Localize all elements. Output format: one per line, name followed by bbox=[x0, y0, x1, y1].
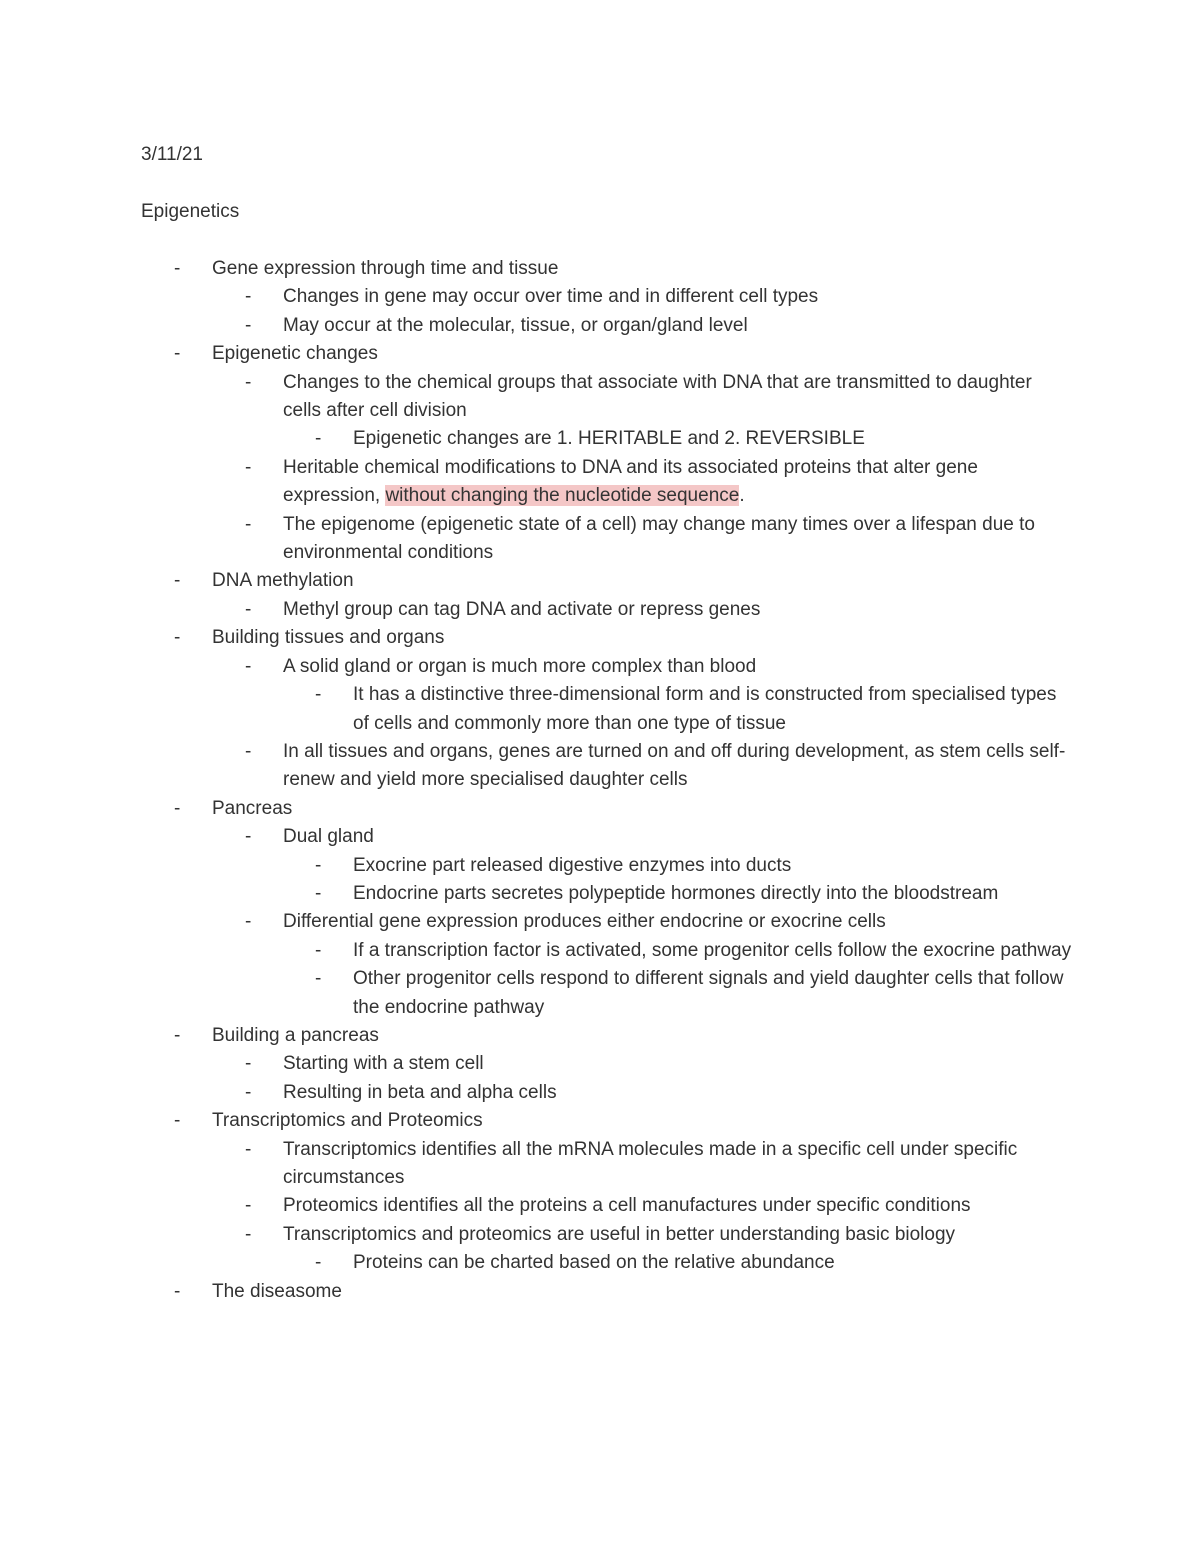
bullet-dash-icon: - bbox=[174, 627, 181, 649]
bullet-dash-icon: - bbox=[315, 939, 322, 961]
list-item-body: If a transcription factor is activated, some progenitor cells follow the exocrine pathway bbox=[353, 939, 1072, 961]
list-item-body: A solid gland or organ is much more complex than blood bbox=[283, 655, 757, 677]
list-item bbox=[0, 880, 1073, 908]
list-item-text bbox=[212, 567, 1072, 595]
list-item bbox=[0, 1278, 1072, 1306]
bullet-dash-icon: - bbox=[174, 343, 181, 365]
bullet-dash-icon: - bbox=[174, 797, 181, 819]
list-item-suffix: . bbox=[739, 485, 745, 507]
list-item-body: Proteomics identifies all the proteins a cell manufactures under specific conditions bbox=[283, 1195, 971, 1217]
bullet-dash-icon: - bbox=[245, 911, 252, 933]
list-item bbox=[0, 283, 1073, 311]
list-item-text bbox=[353, 937, 1073, 965]
bullet-dash-icon: - bbox=[174, 1110, 181, 1132]
list-item bbox=[0, 795, 1072, 823]
list-item-text bbox=[283, 908, 1073, 936]
list-item-body: Resulting in beta and alpha cells bbox=[283, 1081, 557, 1103]
list-item-body: Dual gland bbox=[283, 826, 374, 848]
list-item-text bbox=[283, 511, 1073, 568]
list-item-text bbox=[353, 880, 1073, 908]
bullet-dash-icon: - bbox=[245, 1138, 252, 1160]
list-item bbox=[0, 454, 1073, 511]
list-item bbox=[0, 1050, 1073, 1078]
bullet-dash-icon: - bbox=[315, 882, 322, 904]
list-item-text bbox=[283, 283, 1073, 311]
list-item bbox=[0, 425, 1073, 453]
bullet-dash-icon: - bbox=[174, 570, 181, 592]
list-item bbox=[0, 1136, 1073, 1193]
list-item bbox=[0, 511, 1073, 568]
list-item-body: Changes to the chemical groups that associate with DNA that are transmitted to daughter cells after cell division bbox=[283, 371, 1032, 422]
list-item-text bbox=[283, 1221, 1073, 1249]
list-item-text bbox=[353, 1249, 1073, 1277]
list-item bbox=[0, 1079, 1073, 1107]
list-item-text bbox=[353, 681, 1073, 738]
bullet-dash-icon: - bbox=[245, 1081, 252, 1103]
list-item-text bbox=[283, 823, 1073, 851]
list-item-text bbox=[212, 1278, 1072, 1306]
list-item-text bbox=[283, 1079, 1073, 1107]
list-item-body: Transcriptomics identifies all the mRNA molecules made in a specific cell under specific circumstances bbox=[283, 1138, 1018, 1188]
list-item bbox=[0, 937, 1073, 965]
list-item-text bbox=[212, 624, 1072, 652]
list-item-body: It has a distinctive three-dimensional form and is constructed from specialised types of cells and commonly more than one type of tissue bbox=[353, 684, 1057, 734]
list-item-text bbox=[283, 1192, 1073, 1220]
list-item-body: Building a pancreas bbox=[212, 1024, 379, 1046]
list-item bbox=[0, 1192, 1073, 1220]
list-item-text bbox=[212, 1107, 1072, 1135]
list-item-body: In all tissues and organs, genes are turned on and off during development, as stem cells self-renew and yield more specialised daughter cells bbox=[283, 740, 1066, 791]
list-item bbox=[0, 852, 1073, 880]
list-item-text bbox=[283, 738, 1073, 795]
list-item-body: The epigenome (epigenetic state of a cell) may change many times over a lifespan due to environmental conditions bbox=[283, 513, 1035, 564]
list-item bbox=[0, 823, 1073, 851]
list-item-body: Changes in gene may occur over time and in different cell types bbox=[283, 286, 819, 308]
list-item-body: Transcriptomics and proteomics are useful in better understanding basic biology bbox=[283, 1223, 956, 1245]
list-item-text bbox=[212, 255, 1072, 283]
bullet-dash-icon: - bbox=[315, 854, 322, 876]
list-item bbox=[0, 596, 1073, 624]
list-item-body: Starting with a stem cell bbox=[283, 1053, 484, 1075]
list-item bbox=[0, 965, 1073, 1022]
list-item bbox=[0, 1249, 1073, 1277]
list-item bbox=[0, 681, 1073, 738]
list-item-body: Epigenetic changes bbox=[212, 343, 378, 365]
bullet-dash-icon: - bbox=[245, 1053, 252, 1075]
highlighted-text: without changing the nucleotide sequence bbox=[385, 485, 740, 507]
list-item bbox=[0, 1022, 1072, 1050]
list-item-body: Pancreas bbox=[212, 797, 293, 819]
list-item-body: Building tissues and organs bbox=[212, 627, 445, 649]
bullet-dash-icon: - bbox=[245, 456, 252, 478]
list-item-body: May occur at the molecular, tissue, or organ/gland level bbox=[283, 314, 748, 336]
bullet-dash-icon: - bbox=[245, 826, 252, 848]
list-item-body: DNA methylation bbox=[212, 570, 354, 592]
list-item-text bbox=[283, 454, 1073, 511]
notes-list bbox=[0, 255, 1200, 1306]
list-item bbox=[0, 1221, 1073, 1249]
list-item-text bbox=[212, 795, 1072, 823]
bullet-dash-icon: - bbox=[315, 428, 322, 450]
list-item bbox=[0, 653, 1073, 681]
bullet-dash-icon: - bbox=[315, 684, 322, 706]
bullet-dash-icon: - bbox=[245, 371, 252, 393]
list-item-body: Heritable chemical modifications to DNA and its associated proteins that alter gene expression, bbox=[283, 456, 978, 507]
note-date: 3/11/21 bbox=[141, 144, 203, 165]
list-item-text bbox=[353, 425, 1073, 453]
bullet-dash-icon: - bbox=[245, 655, 252, 677]
bullet-dash-icon: - bbox=[174, 1024, 181, 1046]
bullet-dash-icon: - bbox=[245, 598, 252, 620]
bullet-dash-icon: - bbox=[245, 1195, 252, 1217]
bullet-dash-icon: - bbox=[245, 513, 252, 535]
list-item bbox=[0, 312, 1073, 340]
list-item-text bbox=[353, 852, 1073, 880]
list-item-body: Proteins can be charted based on the relative abundance bbox=[353, 1252, 835, 1274]
list-item bbox=[0, 1107, 1072, 1135]
list-item bbox=[0, 908, 1073, 936]
list-item bbox=[0, 567, 1072, 595]
list-item-body: Other progenitor cells respond to different signals and yield daughter cells that follow the endocrine pathway bbox=[353, 968, 1064, 1018]
bullet-dash-icon: - bbox=[245, 314, 252, 336]
list-item-text bbox=[283, 596, 1073, 624]
list-item-body: Exocrine part released digestive enzymes into ducts bbox=[353, 854, 792, 876]
list-item-body: Differential gene expression produces either endocrine or exocrine cells bbox=[283, 911, 886, 933]
list-item-text bbox=[212, 340, 1072, 368]
note-title: Epigenetics bbox=[141, 201, 240, 222]
list-item bbox=[0, 340, 1072, 368]
list-item bbox=[0, 624, 1072, 652]
list-item-text bbox=[283, 1136, 1073, 1193]
list-item bbox=[0, 369, 1073, 426]
list-item-text bbox=[283, 653, 1073, 681]
list-item-text bbox=[283, 312, 1073, 340]
bullet-dash-icon: - bbox=[245, 740, 252, 762]
list-item-body: Epigenetic changes are 1. HERITABLE and 2. REVERSIBLE bbox=[353, 428, 865, 450]
bullet-dash-icon: - bbox=[245, 286, 252, 308]
list-item-body: Gene expression through time and tissue bbox=[212, 258, 559, 279]
bullet-dash-icon: - bbox=[245, 1223, 252, 1245]
list-item bbox=[0, 255, 1072, 283]
list-item-body: Methyl group can tag DNA and activate or repress genes bbox=[283, 598, 761, 620]
bullet-dash-icon: - bbox=[315, 968, 322, 990]
list-item-body: Endocrine parts secretes polypeptide hormones directly into the bloodstream bbox=[353, 882, 999, 904]
list-item-text bbox=[283, 369, 1073, 426]
list-item-text bbox=[212, 1022, 1072, 1050]
list-item bbox=[0, 738, 1073, 795]
list-item-body: The diseasome bbox=[212, 1280, 342, 1302]
bullet-dash-icon: - bbox=[174, 258, 181, 279]
bullet-dash-icon: - bbox=[315, 1252, 322, 1274]
list-item-text bbox=[353, 965, 1073, 1022]
list-item-body: Transcriptomics and Proteomics bbox=[212, 1110, 483, 1132]
list-item-text bbox=[283, 1050, 1073, 1078]
bullet-dash-icon: - bbox=[174, 1280, 181, 1302]
